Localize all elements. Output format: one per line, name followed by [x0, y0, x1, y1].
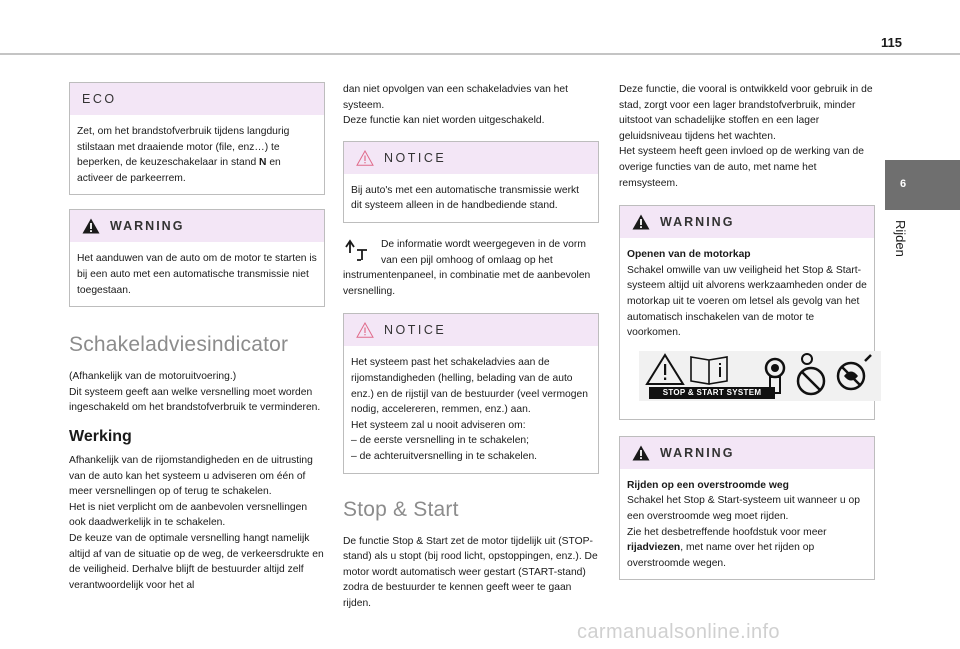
danger-triangle-icon — [647, 355, 683, 384]
notice-box-1 — [343, 141, 599, 223]
gear-indicator-text: De informatie wordt weergegeven in de vorm van een pijl omhoog of omlaag op het instrumentenpaneel, in combinatie met de aanbevolen versnelling. — [343, 238, 591, 297]
warning-triangle-icon — [82, 218, 100, 234]
stop-start-p2: Deze functie, die vooral is ontwikkeld voor gebruik in de stad, zorgt voor een lager brandstofverbruik, minder uitstoot van schadelijke stoffen en een lager geluidsniveau tijdens het wachten. — [619, 84, 873, 142]
no-hands-icon — [798, 354, 824, 394]
warning-2-subtitle: Openen van de motorkap — [627, 249, 751, 261]
notice-triangle-icon — [356, 322, 374, 338]
top-rule — [0, 53, 960, 55]
warning-box-3-title: WARNING — [660, 445, 735, 460]
eco-text-bold: N — [259, 157, 267, 169]
warning-box-3-body — [620, 469, 874, 580]
notice-box-1-header — [344, 142, 598, 174]
continued-p2: Deze functie kan niet worden uitgeschakeld. — [343, 115, 545, 127]
warning-3-text-2 — [627, 525, 867, 572]
column-1 — [69, 82, 325, 593]
subheading-werking: Werking — [69, 427, 132, 445]
warning-triangle-icon — [632, 214, 650, 230]
watermark: carmanualsonline.info — [577, 621, 780, 643]
column-3 — [619, 82, 875, 594]
section-heading-schakeladvies: Schakeladviesindicator — [69, 333, 289, 357]
column-2 — [343, 82, 599, 611]
notice-box-2 — [343, 313, 599, 473]
schakeladvies-intro: (Afhankelijk van de motoruitvoering.) — [69, 371, 237, 383]
continued-text — [343, 82, 599, 129]
werking-p2: Het is niet verplicht om de aanbevolen versnellingen ook daadwerkelijk in te schakelen. — [69, 501, 308, 529]
notice-box-2-body — [344, 346, 598, 472]
gear-indicator-paragraph — [343, 237, 599, 299]
eco-box-body — [70, 115, 324, 194]
warning-box-1-header — [70, 210, 324, 242]
warning-box-3-header — [620, 437, 874, 469]
chapter-number: 6 — [899, 178, 907, 190]
warning-box-2-title: WARNING — [660, 215, 735, 230]
notice-box-1-title: NOTICE — [384, 150, 447, 165]
eco-box — [69, 82, 325, 195]
notice-triangle-icon — [356, 150, 374, 166]
warning-3-text-2-bold: rijadviezen — [627, 542, 681, 554]
chapter-title: Rijden — [893, 220, 908, 257]
warning-box-2-body — [620, 238, 874, 419]
notice-2-item-1: – de eerste versnelling in te schakelen; — [351, 435, 530, 447]
warning-box-1-body: Het aanduwen van de auto om de motor te starten is bij een auto met een automatische transmissie niet toegestaan. — [77, 253, 317, 296]
stop-start-p1: De functie Stop & Start zet de motor tijdelijk uit (STOP-stand) als u stopt (bij rood licht, opstoppingen, enz.). De motor wordt automatisch weer gestart (START-stand) zodra de bestuurder te kennen geeft weer te gaan rijden. — [343, 535, 598, 609]
eco-text-a: Zet, om het brandstofverbruik tijdens langdurig stilstaan met draaiende motor (file, enz…) te beperken, de keuzeschakelaar in stand — [77, 126, 290, 169]
notice-2-item-2: – de achteruitversnelling in te schakelen. — [351, 450, 538, 462]
werking-p3: De keuze van de optimale versnelling hangt namelijk altijd af van de situatie op de weg, de verkeersdrukte en de veiligheid. Derhalve blijft de bestuurder altijd zelf verantwoordelijk voor het al — [69, 532, 324, 591]
notice-2-text-1: Het systeem past het schakeladvies aan de rijomstandigheden (helling, belading van de auto enz.) en de rijstijl van de bestuurder (veel vermogen nodig, accelereren, remmen, enz.) aan. — [351, 357, 588, 416]
notice-box-1-body: Bij auto's met een automatische transmissie werkt dit systeem alleen in de handbediende stand. — [351, 184, 580, 212]
manual-book-icon — [691, 357, 727, 384]
page-number: 115 — [881, 35, 902, 50]
warning-3-text-2b: , met name over het rijden op overstroomde wegen. — [627, 542, 815, 569]
section-heading-stop-start: Stop & Start — [343, 497, 459, 521]
notice-box-2-header — [344, 314, 598, 346]
warning-box-2 — [619, 205, 875, 420]
eco-text-b: en activeer de parkeerrem. — [77, 157, 281, 184]
warning-box-3 — [619, 436, 875, 581]
notice-box-2-title: NOTICE — [384, 323, 447, 338]
stop-start-system-label: STOP & START SYSTEM — [649, 387, 775, 399]
warning-box-1 — [69, 209, 325, 307]
schakeladvies-intro-2: Dit systeem geeft aan welke versnelling moet worden ingeschakeld om het brandstofverbruik te verminderen. — [69, 386, 321, 414]
eco-box-title: ECO — [70, 83, 324, 115]
warning-box-1-title: WARNING — [110, 219, 185, 234]
werking-p1: Afhankelijk van de rijomstandigheden en de uitrusting van de auto kan het systeem u adviseren om één of meer versnellingen op of terug te schakelen. — [69, 454, 313, 498]
warning-triangle-icon — [632, 445, 650, 461]
continued-p1: dan niet opvolgen van een schakeladvies van het systeem. — [343, 84, 568, 111]
warning-3-text-1: Schakel het Stop & Start-systeem uit wanneer u op een overstroomde weg moet rijden. — [627, 495, 860, 522]
warning-box-2-header — [620, 206, 874, 238]
no-fan-icon — [838, 355, 871, 389]
warning-3-text-2a: Zie het desbetreffende hoofdstuk voor meer — [627, 526, 827, 538]
stop-start-p3: Het systeem heeft geen invloed op de werking van de overige functies van de auto, met name het remsysteem. — [619, 146, 864, 189]
notice-2-text-2: Het systeem zal u nooit adviseren om: — [351, 419, 526, 431]
warning-2-text: Schakel omwille van uw veiligheid het Stop & Start-systeem altijd uit alvorens werkzaamheden onder de motorkap uit te voeren om letsel als gevolg van het automatisch inschakelen van de motor te voorkomen. — [627, 264, 867, 339]
warning-3-subtitle: Rijden op een overstroomde weg — [627, 479, 789, 491]
stop-start-pictogram-figure — [639, 351, 881, 401]
gear-shift-arrow-icon — [343, 238, 373, 266]
